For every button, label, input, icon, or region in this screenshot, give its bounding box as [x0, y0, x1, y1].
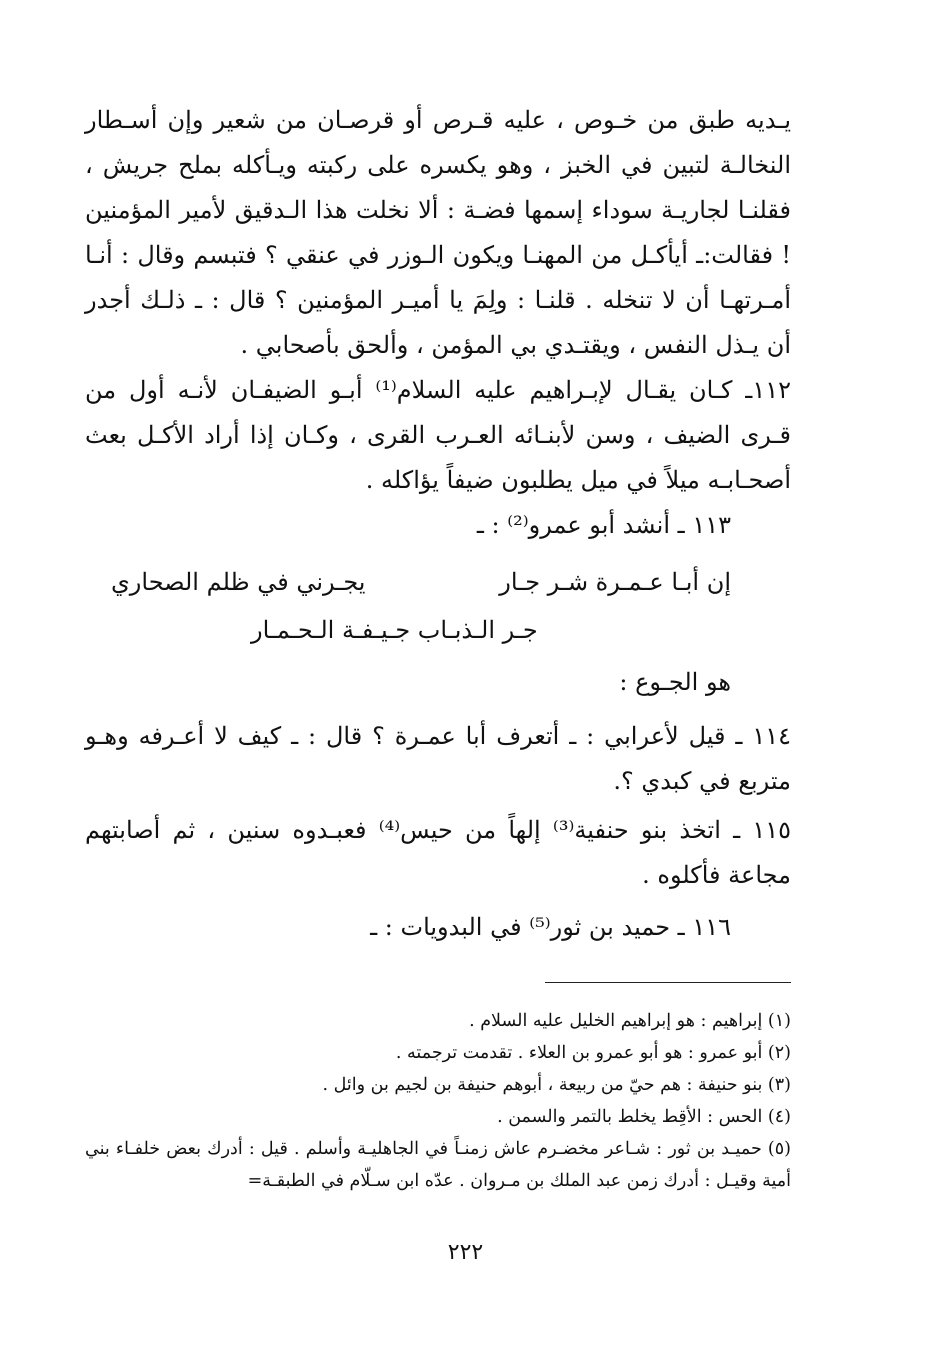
verse-hemistich-first: إن أبـا عـمـرة شـر جـار [499, 568, 731, 596]
footnote-4: (٤) الحس : الأقِط يخلط بالتمر والسمن . [497, 1107, 791, 1127]
paragraph-continuation: يـديه طبق من خـوص ، عليه قـرص أو قرصـان من شعير وإن أسـطار النخالـة لتبين في الخبز ، وهو يكسره على ركبته ويـأكله بملح جريش ، فقلنـا لجاريـة سوداء إسمها فضـة : ألا نخلت هذا الـدقيق لأمير المؤمنين ! فقالت:ـ أيأكـل من المهنـا ويكون الـوزر في عنقي ؟ فتبسم وقال : أنـا أمـرتهـا أن لا تنخله . قلنـا : ولِمَ يا أميـر المؤمنين ؟ قال : ـ ذلـك أجدر أن يـذل النفس ، ويقتـدي بي المؤمن ، وألحق بأصحابي . [85, 106, 791, 359]
verse-line-2 [111, 606, 731, 654]
paragraph-116: ١١٦ ـ حميد بن ثور⁽⁵⁾ في البدويات : ـ [370, 913, 731, 941]
footnotes [85, 1005, 791, 1197]
poem-verse [111, 558, 731, 654]
verse-hemistich-second: يجـرني في ظلم الصحاري [111, 568, 366, 596]
verse-explanation: هو الجـوع : [619, 668, 731, 696]
footnote-1: (١) إبراهيم : هو إبراهيم الخليل عليه السلام . [469, 1011, 791, 1031]
footnote-3: (٣) بنو حنيفة : هم حيّ من ربيعة ، أبوهم حنيفة بن لجيم بن وائل . [322, 1075, 791, 1095]
paragraph-112: ١١٢ـ كـان يقـال لإبـراهيم عليه السلام⁽¹⁾ أبـو الضيفـان لأنـه أول من قـرى الضيف ، وسن لأبنـائه العـرب القرى ، وكـان إذا أراد الأكـل بعث أصحـابـه ميلاً في ميل يطلبون ضيفاً يؤاكله . [85, 376, 791, 494]
paragraph-114: ١١٤ ـ قيل لأعرابي : ـ أتعرف أبا عمـرة ؟ قال : ـ كيف لا أعـرفه وهـو متربع في كبدي ؟. [85, 722, 791, 795]
footnote-2: (٢) أبو عمرو : هو أبو عمرو بن العلاء . تقدمت ترجمته . [395, 1043, 791, 1063]
verse-hemistich-third: جـر الـذبـاب جـيـفـة الـحـمـار [251, 616, 538, 644]
page-number: ٢٢٢ [447, 1240, 484, 1265]
paragraph-115: ١١٥ ـ اتخذ بنو حنفية⁽³⁾ إلهاً من حيس⁽⁴⁾ فعبـدوه سنين ، ثم أصابتهم مجاعة فأكلوه . [85, 816, 792, 889]
verse-line-1 [111, 558, 731, 606]
footnote-divider [545, 982, 791, 983]
paragraph-113: ١١٣ ـ أنشد أبو عمرو⁽²⁾ : ـ [476, 511, 731, 539]
footnote-5: (٥) حميـد بن ثور : شـاعر مخضـرم عاش زمنـاً في الجاهليـة وأسلم . قيل : أدرك بعض خلفـاء بني أمية وقيـل : أدرك زمن عبد الملك بن مـروان . عدّه ابن سـلّام في الطبقـة= [85, 1139, 791, 1191]
